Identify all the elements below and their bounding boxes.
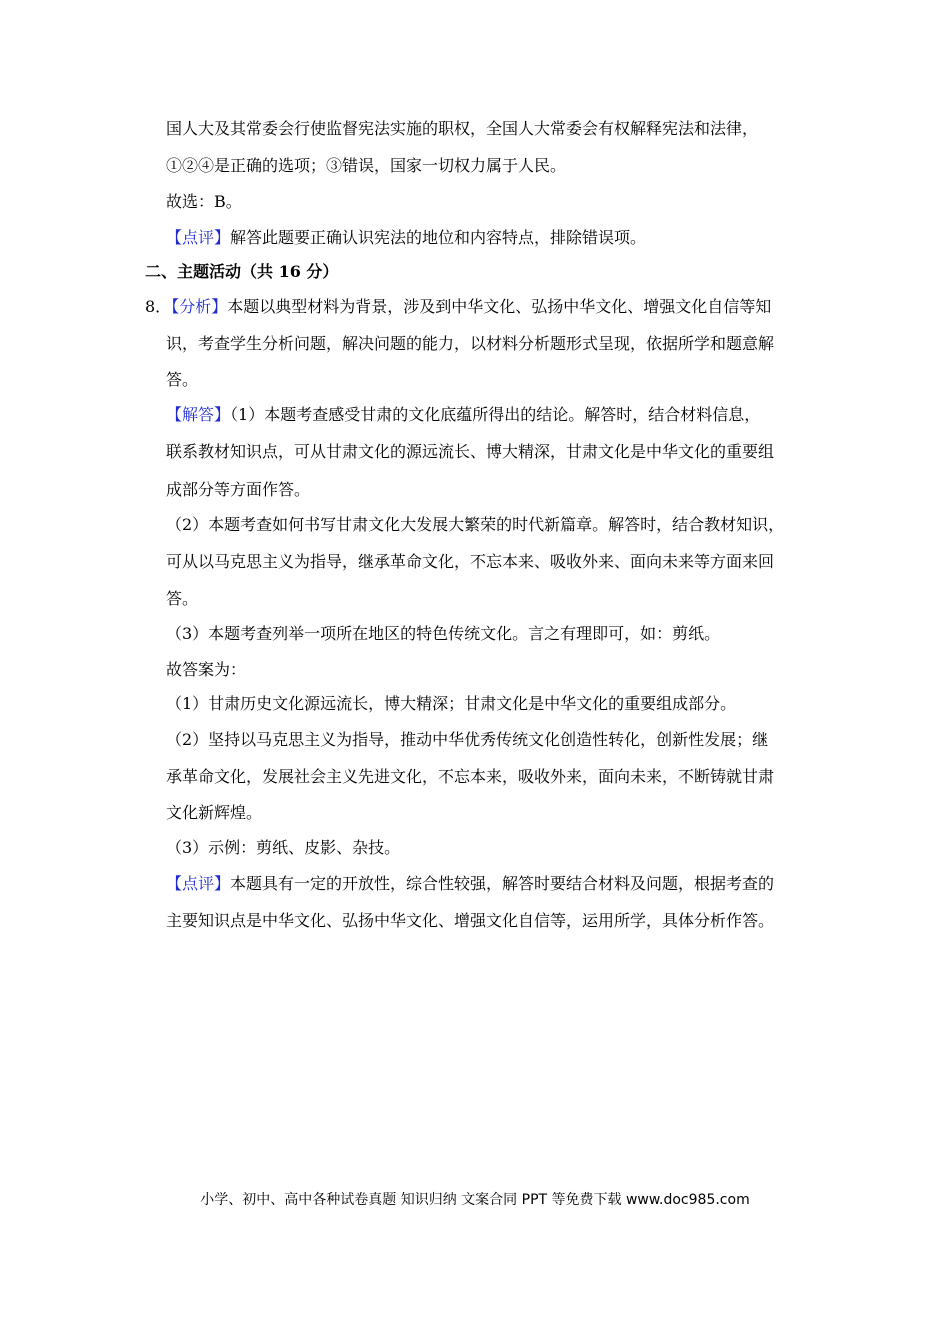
q8-answer-line-2: 联系教材知识点，可从甘肃文化的源远流长、博大精深，甘肃文化是中华文化的重要组 (166, 442, 775, 461)
q8-analysis-line-1 (145, 296, 771, 318)
q8-answer-p3: （3）本题考查列举一项所在地区的特色传统文化。言之有理即可，如：剪纸。 (166, 624, 721, 643)
q8-comment-line-1 (166, 873, 774, 895)
answer-tag: 【解答】 (166, 405, 231, 424)
q8-answer-p2-line-2: 可从以马克思主义为指导，继承革命文化，不忘本来、吸收外来、面向未来等方面来回 (166, 552, 775, 571)
q8-answer-line-1 (166, 404, 760, 426)
q8-analysis-line-2: 识，考查学生分析问题，解决问题的能力，以材料分析题形式呈现，依据所学和题意解 (166, 334, 775, 353)
comment-text: 本题具有一定的开放性，综合性较强，解答时要结合材料及问题，根据考查的 (230, 874, 775, 893)
q8-answer-p2-line-3: 答。 (166, 589, 199, 608)
final-answer-3: （3）示例：剪纸、皮影、杂技。 (166, 838, 401, 857)
comment-tag: 【点评】 (166, 228, 231, 247)
analysis-text: 本题以典型材料为背景，涉及到中华文化、弘扬中华文化、增强文化自信等知 (227, 297, 772, 316)
prev-answer-line-2: ①②④是正确的选项；③错误，国家一切权力属于人民。 (166, 156, 567, 175)
analysis-tag: 【分析】 (171, 297, 228, 316)
q8-analysis-line-3: 答。 (166, 370, 199, 389)
section-heading: 二、主题活动（共 16 分） (145, 262, 339, 281)
prev-answer-choice: 故选：B。 (166, 192, 242, 211)
final-answer-2-line-1: （2）坚持以马克思主义为指导，推动中华优秀传统文化创造性转化，创新性发展；继 (166, 730, 769, 749)
final-answer-1: （1）甘肃历史文化源远流长，博大精深；甘肃文化是中华文化的重要组成部分。 (166, 694, 737, 713)
final-answer-label: 故答案为： (166, 660, 247, 679)
question-number: 8． (145, 297, 172, 316)
prev-comment (166, 227, 646, 249)
q8-answer-p2-line-1: （2）本题考查如何书写甘肃文化大发展大繁荣的时代新篇章。解答时，结合教材知识， (166, 515, 785, 534)
prev-answer-line-1: 国人大及其常委会行使监督宪法实施的职权，全国人大常委会有权解释宪法和法律， (166, 119, 759, 138)
final-answer-2-line-3: 文化新辉煌。 (166, 803, 263, 822)
answer-text: （1）本题考查感受甘肃的文化底蕴所得出的结论。解答时，结合材料信息， (230, 405, 761, 424)
comment-text: 解答此题要正确认识宪法的地位和内容特点，排除错误项。 (230, 228, 647, 247)
comment-tag: 【点评】 (166, 874, 231, 893)
q8-answer-line-3: 成部分等方面作答。 (166, 480, 311, 499)
final-answer-2-line-2: 承革命文化，发展社会主义先进文化，不忘本来，吸收外来，面向未来，不断铸就甘肃 (166, 767, 775, 786)
page-footer: 小学、初中、高中各种试卷真题 知识归纳 文案合同 PPT 等免费下载 www.doc985.com (200, 1192, 750, 1208)
q8-comment-line-2: 主要知识点是中华文化、弘扬中华文化、增强文化自信等，运用所学，具体分析作答。 (166, 911, 775, 930)
